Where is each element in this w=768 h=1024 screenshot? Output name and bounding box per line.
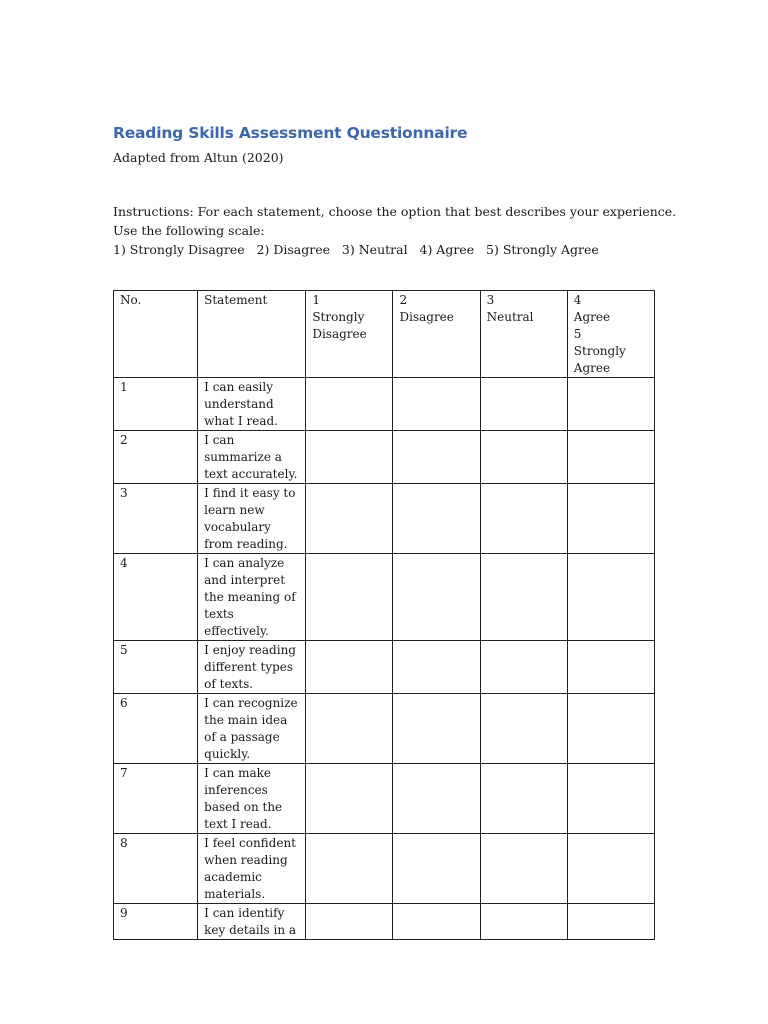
- response-cell[interactable]: [393, 764, 480, 834]
- scale-5-label: Strongly Agree: [573, 344, 626, 375]
- row-number: 1: [114, 378, 198, 431]
- header-no: No.: [114, 291, 198, 378]
- response-cell[interactable]: [393, 378, 480, 431]
- response-cell[interactable]: [306, 484, 393, 554]
- instructions-line: Instructions: For each statement, choose the option that best describes your experience.: [113, 204, 677, 219]
- response-cell[interactable]: [567, 378, 654, 431]
- row-number: 7: [114, 764, 198, 834]
- header-scale-1: [306, 291, 393, 378]
- response-cell[interactable]: [480, 554, 567, 641]
- scale-1-label: Strongly Disagree: [312, 310, 367, 341]
- response-cell[interactable]: [306, 641, 393, 694]
- response-cell[interactable]: [480, 904, 567, 940]
- table-row: [114, 764, 655, 834]
- response-cell[interactable]: [480, 641, 567, 694]
- row-statement: I can easily understand what I read.: [198, 378, 306, 431]
- scale-3-number: 3: [486, 293, 495, 307]
- table-row: [114, 431, 655, 484]
- response-cell[interactable]: [306, 834, 393, 904]
- response-cell[interactable]: [567, 554, 654, 641]
- response-cell[interactable]: [306, 378, 393, 431]
- row-number: 2: [114, 431, 198, 484]
- row-number: 5: [114, 641, 198, 694]
- header-scale-3: [480, 291, 567, 378]
- response-cell[interactable]: [480, 431, 567, 484]
- scale-4-number: 4: [573, 293, 582, 307]
- table-row: [114, 694, 655, 764]
- response-cell[interactable]: [393, 641, 480, 694]
- response-cell[interactable]: [480, 484, 567, 554]
- response-cell[interactable]: [393, 554, 480, 641]
- table-row: [114, 378, 655, 431]
- scale-2-number: 2: [399, 293, 408, 307]
- response-cell[interactable]: [306, 694, 393, 764]
- row-statement: I can identify key details in a: [198, 904, 306, 940]
- row-number: 3: [114, 484, 198, 554]
- header-scale-4-5: [567, 291, 654, 378]
- response-cell[interactable]: [393, 484, 480, 554]
- scale-1-number: 1: [312, 293, 320, 307]
- table-row: [114, 641, 655, 694]
- document-title: Reading Skills Assessment Questionnaire: [113, 124, 468, 142]
- response-cell[interactable]: [306, 554, 393, 641]
- response-cell[interactable]: [567, 484, 654, 554]
- response-cell[interactable]: [480, 764, 567, 834]
- header-scale-2: [393, 291, 480, 378]
- header-statement: Statement: [198, 291, 306, 378]
- response-cell[interactable]: [567, 694, 654, 764]
- row-number: 8: [114, 834, 198, 904]
- row-statement: I can summarize a text accurately.: [198, 431, 306, 484]
- row-statement: I can make inferences based on the text I read.: [198, 764, 306, 834]
- row-statement: I feel confident when reading academic materials.: [198, 834, 306, 904]
- table-row: [114, 904, 655, 940]
- scale-intro-line: Use the following scale:: [113, 223, 265, 238]
- response-cell[interactable]: [480, 834, 567, 904]
- response-cell[interactable]: [393, 834, 480, 904]
- response-cell[interactable]: [306, 904, 393, 940]
- response-cell[interactable]: [567, 641, 654, 694]
- response-cell[interactable]: [306, 431, 393, 484]
- row-number: 4: [114, 554, 198, 641]
- scale-3-label: Neutral: [486, 310, 534, 324]
- response-cell[interactable]: [567, 431, 654, 484]
- response-cell[interactable]: [480, 694, 567, 764]
- row-statement: I can recognize the main idea of a passage quickly.: [198, 694, 306, 764]
- table-row: [114, 484, 655, 554]
- row-number: 6: [114, 694, 198, 764]
- questionnaire-table: [113, 290, 655, 940]
- scale-5-number: 5: [573, 327, 582, 341]
- scale-4-label: Agree: [573, 310, 611, 324]
- response-cell[interactable]: [393, 904, 480, 940]
- response-cell[interactable]: [393, 694, 480, 764]
- response-cell[interactable]: [480, 378, 567, 431]
- row-statement: I enjoy reading different types of texts.: [198, 641, 306, 694]
- table-header-row: [114, 291, 655, 378]
- response-cell[interactable]: [567, 904, 654, 940]
- scale-options-line: 1) Strongly Disagree 2) Disagree 3) Neutral 4) Agree 5) Strongly Agree: [113, 242, 599, 257]
- scale-2-label: Disagree: [399, 310, 454, 324]
- response-cell[interactable]: [567, 834, 654, 904]
- table-row: [114, 554, 655, 641]
- instructions-block: [113, 202, 676, 259]
- response-cell[interactable]: [306, 764, 393, 834]
- table-row: [114, 834, 655, 904]
- response-cell[interactable]: [567, 764, 654, 834]
- row-number: 9: [114, 904, 198, 940]
- document-subtitle: Adapted from Altun (2020): [113, 150, 284, 165]
- row-statement: I can analyze and interpret the meaning of texts effectively.: [198, 554, 306, 641]
- row-statement: I find it easy to learn new vocabulary from reading.: [198, 484, 306, 554]
- response-cell[interactable]: [393, 431, 480, 484]
